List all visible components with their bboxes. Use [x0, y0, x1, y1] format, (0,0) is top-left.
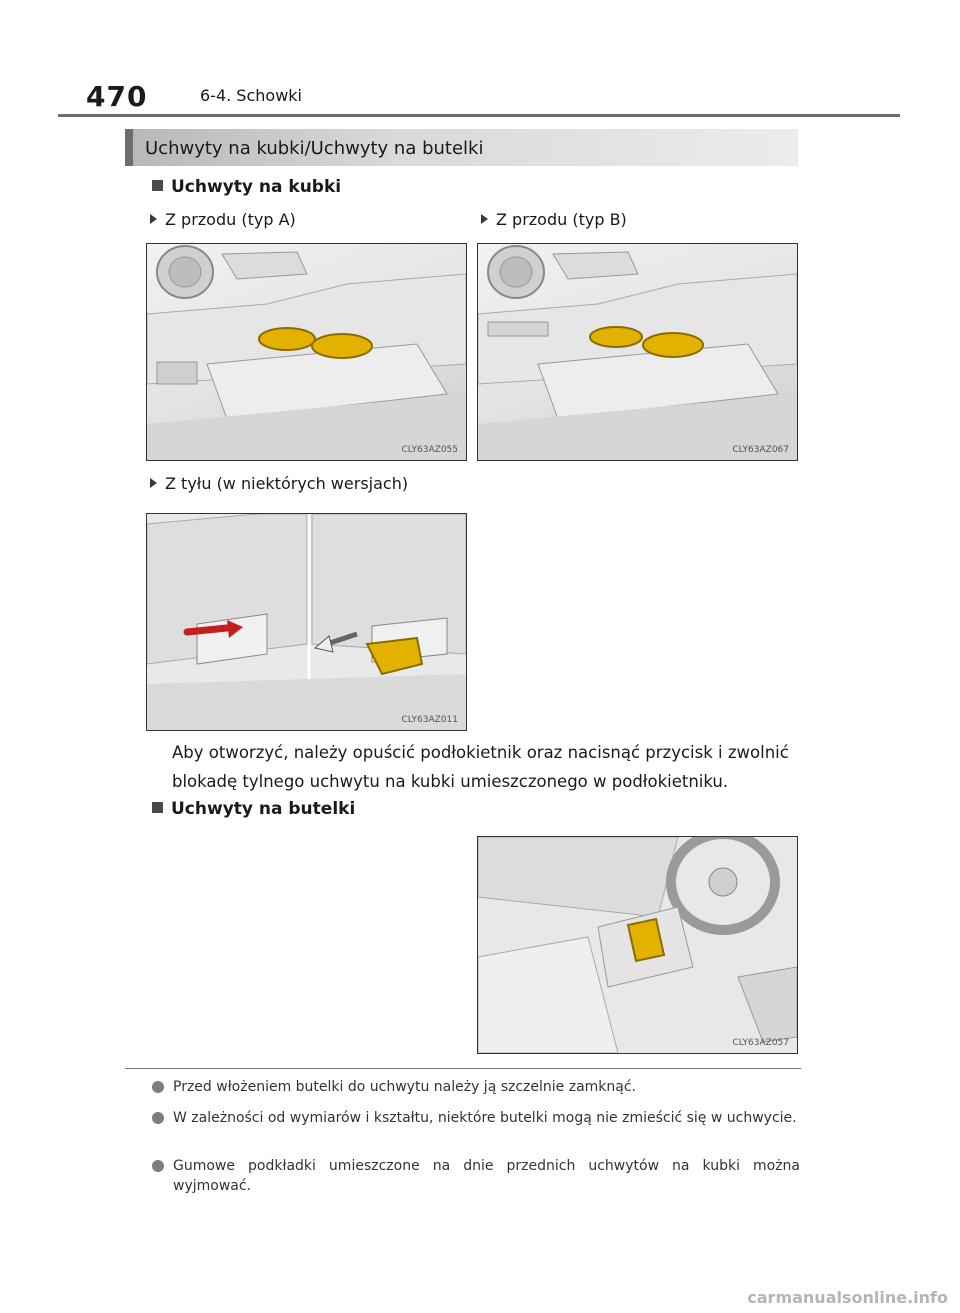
bottle-holder-illustration — [477, 836, 798, 1054]
note-item — [152, 1077, 800, 1097]
rear-label-text: Z tyłu (w niektórych wersjach) — [165, 474, 409, 493]
front-type-b-text: Z przodu (typ B) — [496, 210, 627, 229]
note-text: Przed włożeniem butelki do uchwytu należy ją szczelnie zamknąć. — [173, 1079, 637, 1095]
figure-code: CLY63AZ067 — [732, 445, 789, 455]
note-item — [152, 1108, 800, 1128]
triangle-bullet-icon — [150, 478, 157, 488]
square-bullet-icon — [152, 802, 163, 813]
cup-holders-heading — [152, 177, 341, 197]
header-divider — [58, 114, 900, 117]
front-type-a-text: Z przodu (typ A) — [165, 210, 296, 229]
front-type-a-illustration — [146, 243, 467, 461]
square-bullet-icon — [152, 180, 163, 191]
rear-illustration — [146, 513, 467, 731]
front-type-a-label — [150, 210, 296, 229]
page-number: 470 — [86, 80, 148, 113]
note-text: W zależności od wymiarów i kształtu, niektóre butelki mogą nie zmieścić się w uchwycie. — [173, 1110, 797, 1126]
note-item — [152, 1156, 800, 1196]
bottle-holders-heading-text: Uchwyty na butelki — [171, 799, 356, 819]
banner-title: Uchwyty na kubki/Uchwyty na butelki — [145, 138, 484, 159]
front-type-b-illustration — [477, 243, 798, 461]
triangle-bullet-icon — [150, 214, 157, 224]
front-type-b-label — [481, 210, 627, 229]
figure-code: CLY63AZ011 — [401, 715, 458, 725]
note-text: Gumowe podkładki umieszczone na dnie przednich uchwytów na kubki można wyjmować. — [173, 1158, 800, 1194]
figure-code: CLY63AZ055 — [401, 445, 458, 455]
watermark: carmanualsonline.info — [747, 1288, 948, 1307]
rear-label — [150, 474, 408, 493]
rear-description: Aby otworzyć, należy opuścić podłokietnik oraz nacisnąć przycisk i zwolnić blokadę tylnego uchwytu na kubki umieszczonego w podłokietniku. — [172, 743, 789, 791]
notes-divider — [125, 1068, 801, 1069]
bottle-holders-heading — [152, 799, 355, 819]
triangle-bullet-icon — [481, 214, 488, 224]
bullet-dot-icon — [152, 1112, 164, 1124]
bullet-dot-icon — [152, 1081, 164, 1093]
cup-holders-heading-text: Uchwyty na kubki — [171, 177, 342, 197]
banner-accent — [125, 129, 133, 166]
section-title: 6-4. Schowki — [200, 86, 302, 105]
figure-code: CLY63AZ057 — [732, 1038, 789, 1048]
bullet-dot-icon — [152, 1160, 164, 1172]
